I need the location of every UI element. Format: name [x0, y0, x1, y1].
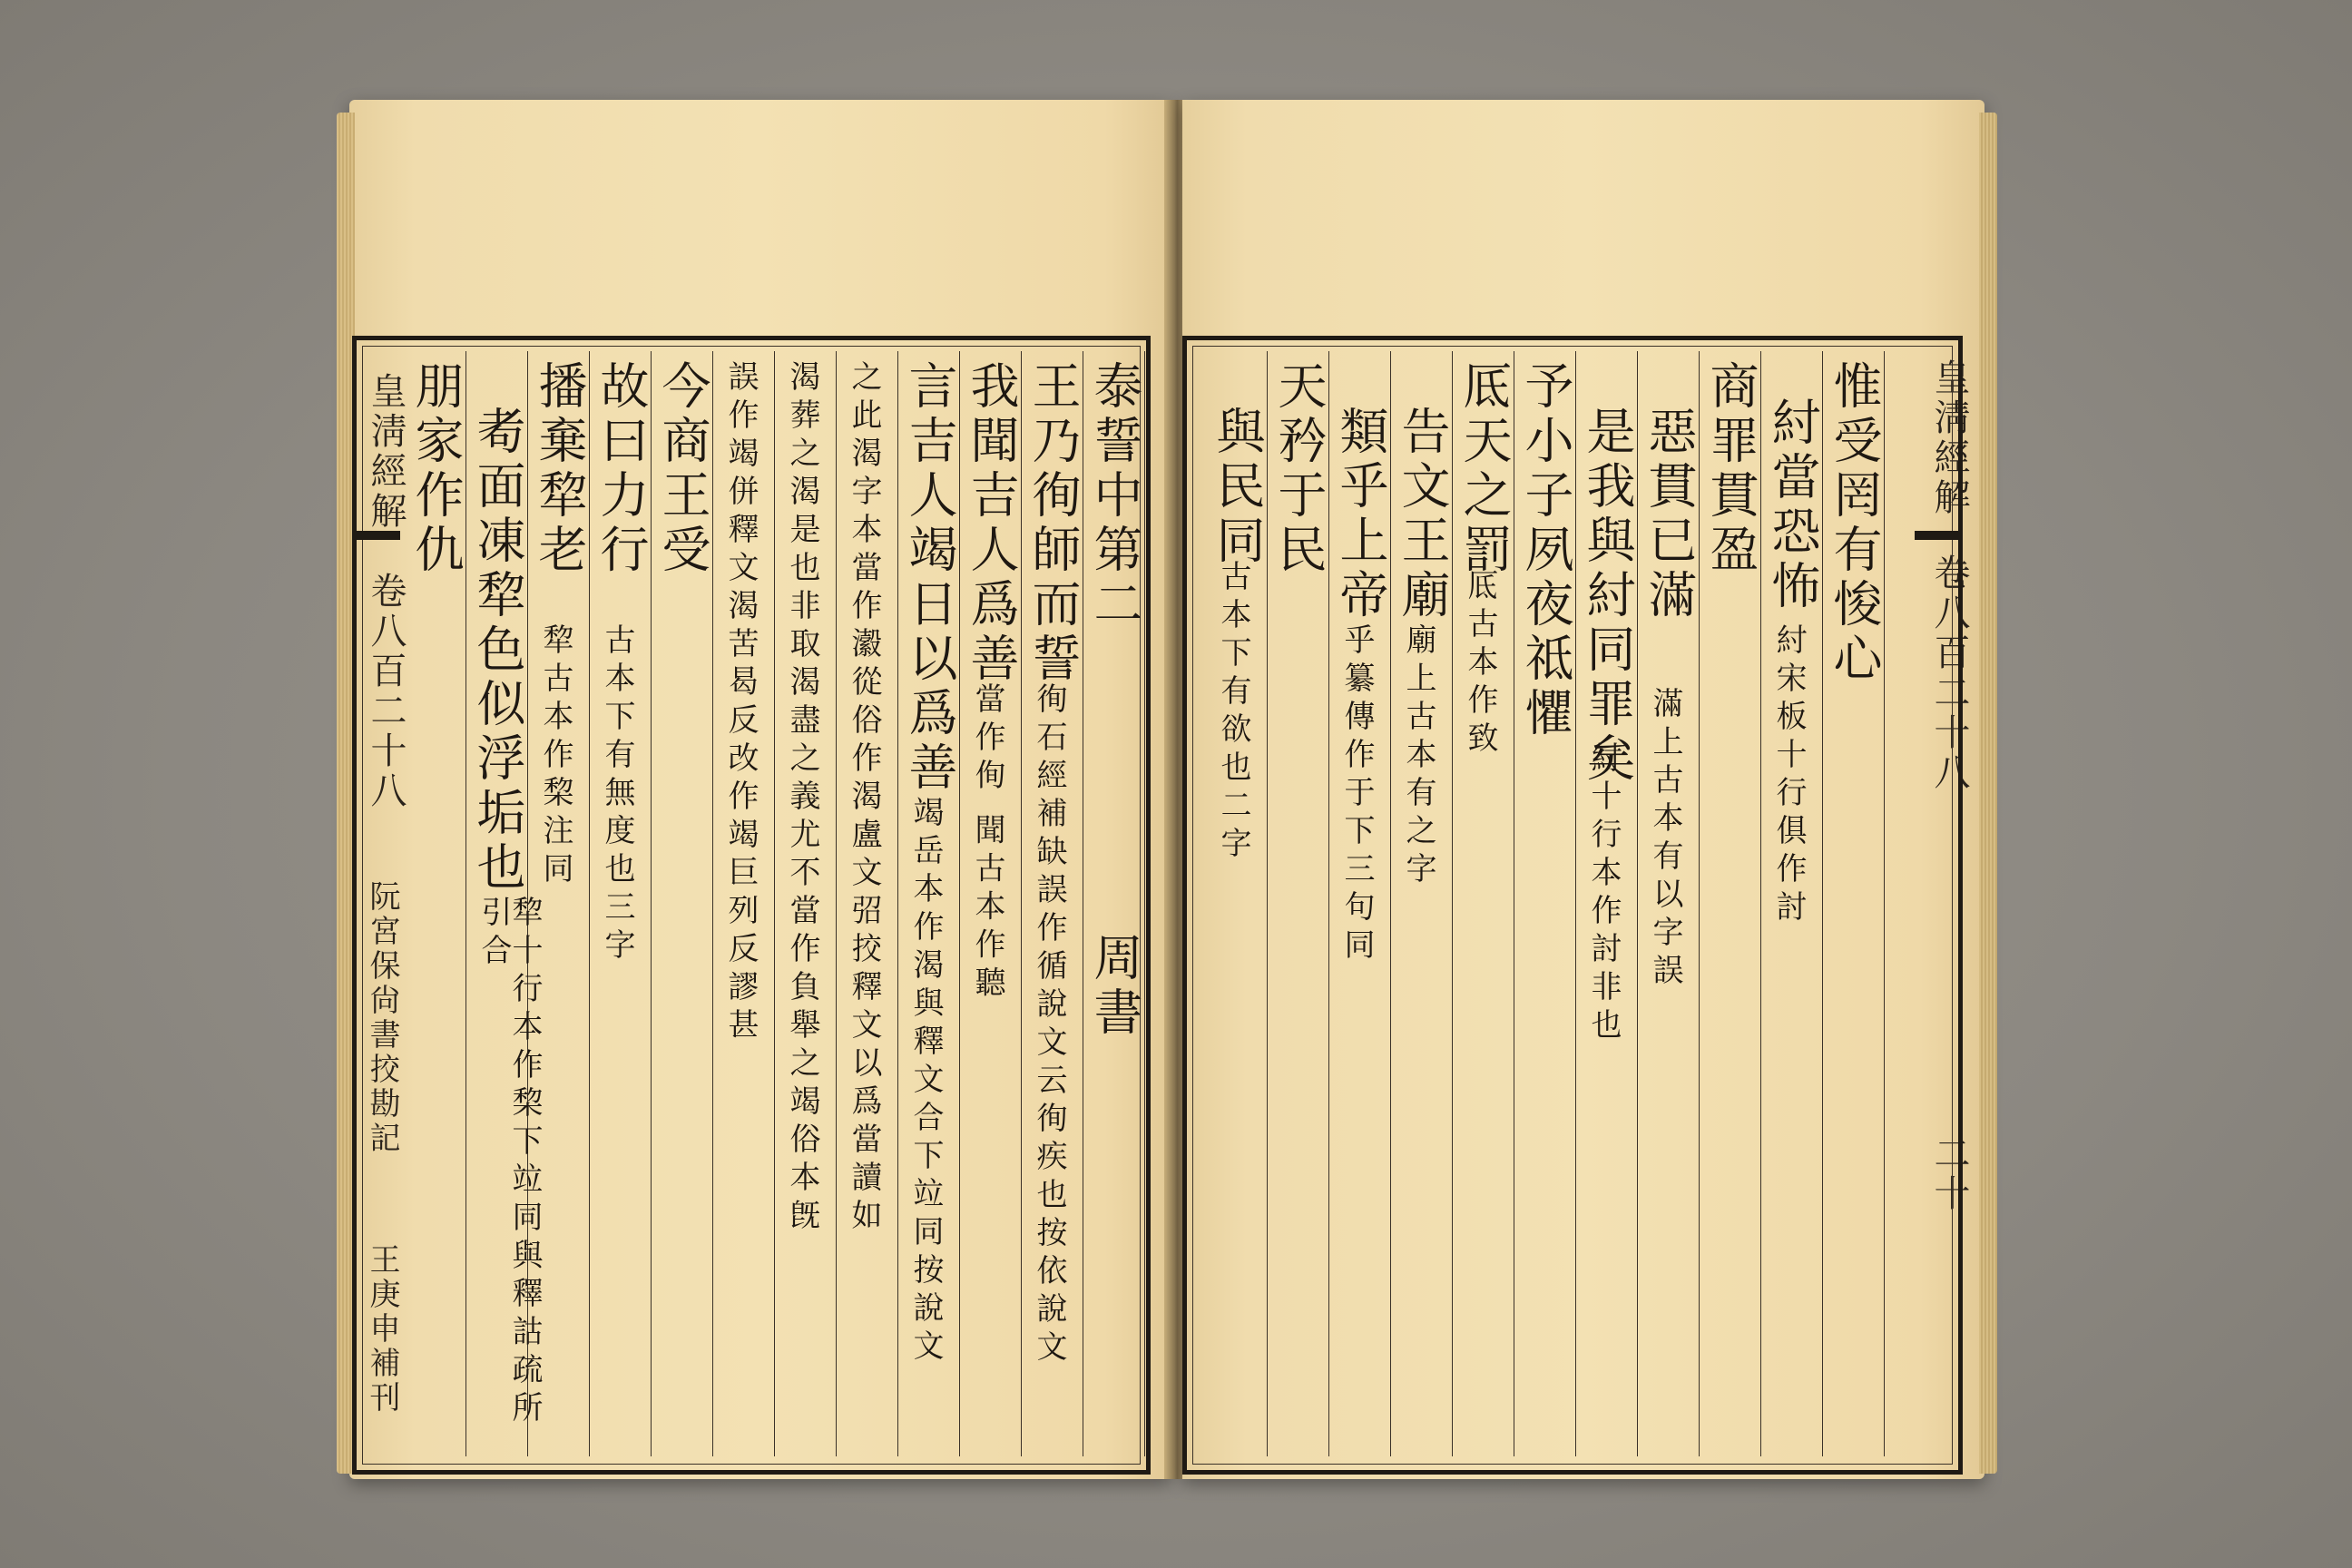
right-margin-book-title: 皇淸經解 — [1928, 358, 1970, 518]
column-main-text: 紂當恐怖 — [1764, 397, 1821, 614]
left-column-2 — [1021, 351, 1083, 1456]
column-main-text: 厎天之罰 — [1455, 360, 1513, 578]
column-main-text: 天矜于民 — [1270, 360, 1328, 578]
left-column-11 — [466, 351, 543, 1456]
column-note-text: 之此渴字本當作瀫從俗作渴盧文弨挍釋文以爲當讀如 — [846, 360, 882, 1237]
column-main-text: 王乃徇師而誓 — [1024, 360, 1082, 687]
column-main-text: 言吉人竭日以爲善 — [901, 360, 958, 796]
column-note-text: 廟上古本有之字 — [1400, 623, 1436, 890]
left-fishtail-mark — [353, 531, 400, 558]
left-column-7 — [712, 351, 775, 1456]
column-note-text: 周書 — [1086, 932, 1143, 1041]
left-column-9 — [589, 351, 652, 1456]
column-main-text: 與民同 — [1209, 406, 1266, 569]
left-column-12 — [404, 351, 466, 1456]
column-note-text: 犂十行本作棃下竝同與釋詁疏所引合 — [475, 896, 543, 1429]
right-column-6 — [1514, 351, 1576, 1456]
right-column-10 — [1267, 351, 1329, 1456]
right-column-1 — [1822, 351, 1885, 1456]
right-page-edges — [1979, 113, 1997, 1474]
column-main-text: 今商王受 — [654, 360, 711, 578]
right-column-7 — [1452, 351, 1514, 1456]
column-main-text: 耇面凍犂色似浮垢也 — [469, 406, 526, 896]
right-text-frame — [1182, 336, 1963, 1475]
left-column-1 — [1083, 351, 1145, 1456]
right-page — [1182, 100, 1984, 1479]
column-main-text: 我聞吉人爲善 — [963, 360, 1020, 687]
open-book — [349, 100, 1984, 1479]
left-margin-publisher: 王庚申補刊 — [364, 1243, 400, 1416]
column-main-text: 類乎上帝 — [1332, 406, 1389, 623]
column-main-text: 商罪貫盈 — [1702, 360, 1759, 578]
column-note-text: 渴葬之渴是也非取渴盡之義尤不當作負舉之竭俗本旣 — [784, 360, 820, 1237]
column-note-text: 犂古本作棃注同 — [537, 623, 573, 890]
column-note-text: 厎古本作致 — [1462, 569, 1498, 760]
left-margin-book-title: 皇淸經解 — [365, 372, 407, 532]
left-page — [349, 100, 1171, 1479]
right-column-11 — [1205, 351, 1268, 1456]
column-main-text: 告文王廟 — [1394, 406, 1451, 623]
column-main-text: 惡貫已滿 — [1641, 406, 1698, 623]
left-margin-volume: 卷八百二十八 — [365, 572, 407, 811]
column-note-text: 紂十行本作討非也 — [1585, 741, 1622, 1046]
column-main-text: 是我與紂同罪矣 — [1579, 406, 1636, 787]
right-margin-page-number: 二十 — [1928, 1134, 1970, 1214]
right-column-9 — [1328, 351, 1391, 1456]
left-margin-annotator: 阮宮保尙書挍勘記 — [364, 880, 400, 1156]
right-column-8 — [1390, 351, 1453, 1456]
column-main-text: 泰誓中第二 — [1086, 360, 1143, 632]
column-main-text: 故曰力行 — [593, 360, 650, 578]
column-note-text: 誤作竭併釋文渴苦曷反改作竭巨列反謬甚 — [722, 360, 759, 1046]
column-note-text: 竭岳本作渴與釋文合下竝同按說文 — [907, 796, 944, 1367]
left-column-5 — [836, 351, 898, 1456]
column-note-text: 當作侚 聞古本作聽 — [969, 682, 1005, 1004]
left-column-3 — [959, 351, 1022, 1456]
left-column-4 — [897, 351, 960, 1456]
right-column-5 — [1575, 351, 1638, 1456]
column-note-text: 古本下有欲也二字 — [1215, 560, 1251, 865]
column-note-text: 滿上古本有以字誤 — [1647, 687, 1683, 992]
left-text-frame — [352, 336, 1151, 1475]
right-column-4 — [1637, 351, 1700, 1456]
right-fishtail-mark — [1915, 531, 1962, 558]
left-column-8 — [651, 351, 713, 1456]
column-note-text: 古本下有無度也三字 — [599, 623, 635, 966]
column-main-text: 予小子夙夜祗懼 — [1517, 360, 1574, 741]
column-main-text: 惟受罔有悛心 — [1826, 360, 1883, 687]
column-note-text: 徇石經補缺誤作循說文云徇疾也按依說文 — [1031, 682, 1067, 1368]
column-note-text: 紂宋板十行俱作討 — [1770, 623, 1807, 928]
column-note-text: 乎纂傳作于下三句同 — [1338, 623, 1375, 966]
column-main-text: 播棄犂老 — [531, 360, 588, 578]
right-column-3 — [1699, 351, 1761, 1456]
right-column-2 — [1760, 351, 1823, 1456]
column-main-text: 朋家作仇 — [407, 360, 465, 578]
right-margin-volume: 卷八百二十八 — [1928, 554, 1970, 793]
left-column-6 — [774, 351, 837, 1456]
